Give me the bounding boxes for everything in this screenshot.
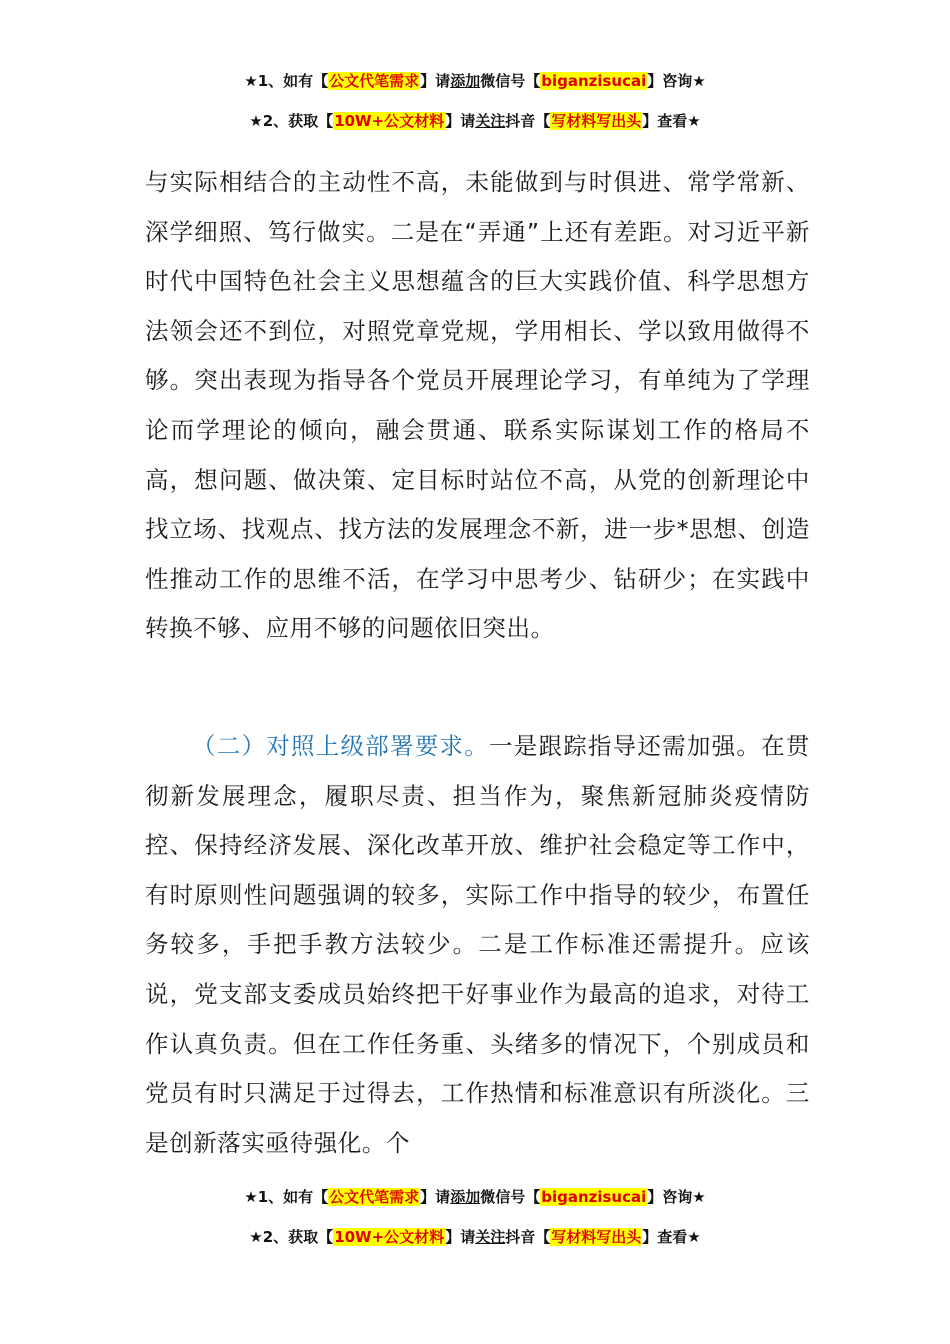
paragraph-text: 与实际相结合的主动性不高，未能做到与时俱进、常学常新、深学细照、笃行做实。二是在“弄通”上还有差距。对习近平新时代中国特色社会主义思想蕴含的巨大实践价值、科学思想方法领会还不到位，对照党章党规，学用相长、学以致用做得不够。突出表现为指导各个党员开展理论学习，有单纯为了学理论而学理论的倾向，融会贯通、联系实际谋划工作的格局不高，想问题、做决策、定目标时站位不高，从党的创新理论中找立场、找观点、找方法的发展理念不新，进一步*思想、创造性推动工作的思维不活，在学习中思考少、钻研少；在实践中转换不够、应用不够的问题依旧突出。 [145,168,810,643]
banner-text: ★1、如有【 [244,1188,329,1206]
header-banner [0,71,950,131]
banner-text: 】请 [445,1228,476,1246]
banner-text: 抖音【 [505,1228,551,1246]
highlight-text: 10W+公文材料 [334,1228,445,1246]
underlined-text: 添加 [450,72,481,90]
banner-text: 】咨询★ [647,1188,706,1206]
highlight-text: biganzisucai [541,1188,647,1206]
banner-text: 抖音【 [505,112,551,130]
highlight-text: biganzisucai [541,72,647,90]
highlight-text: 公文代笔需求 [329,72,420,90]
highlight-text: 公文代笔需求 [329,1188,420,1206]
banner-text: 微信号【 [480,72,541,90]
paragraph-text [145,722,810,1168]
banner-line-1 [0,1187,950,1207]
banner-text: 】请 [420,1188,451,1206]
banner-text: ★1、如有【 [244,72,329,90]
banner-text: 】请 [420,72,451,90]
document-paragraph-1 [145,158,810,654]
paragraph-body: 一是跟踪指导还需加强。在贯彻新发展理念，履职尽责、担当作为，聚焦新冠肺炎疫情防控、保持经济发展、深化改革开放、维护社会稳定等工作中，有时原则性问题强调的较多，实际工作中指导的较少，布置任务较多，手把手教方法较少。二是工作标准还需提升。应该说，党支部支委成员始终把干好事业作为最高的追求，对待工作认真负责。但在工作任务重、头绪多的情况下，个别成员和党员有时只满足于过得去，工作热情和标准意识有所淡化。三是创新落实亟待强化。个 [145,732,810,1157]
underlined-text: 关注 [475,112,506,130]
highlight-text: 写材料写出头 [551,112,642,130]
banner-text: ★2、获取【 [249,1228,334,1246]
banner-text: 微信号【 [480,1188,541,1206]
underlined-text: 关注 [475,1228,506,1246]
banner-text: 】查看★ [642,1228,701,1246]
banner-text: 】查看★ [642,112,701,130]
highlight-text: 写材料写出头 [551,1228,642,1246]
section-heading: （二）对照上级部署要求。 [192,732,489,760]
banner-line-1 [0,71,950,91]
footer-banner [0,1187,950,1247]
underlined-text: 添加 [450,1188,481,1206]
document-paragraph-2 [145,722,810,1168]
banner-text: 】咨询★ [647,72,706,90]
banner-line-2 [0,111,950,131]
banner-line-2 [0,1227,950,1247]
banner-text: 】请 [445,112,476,130]
highlight-text: 10W+公文材料 [334,112,445,130]
banner-text: ★2、获取【 [249,112,334,130]
